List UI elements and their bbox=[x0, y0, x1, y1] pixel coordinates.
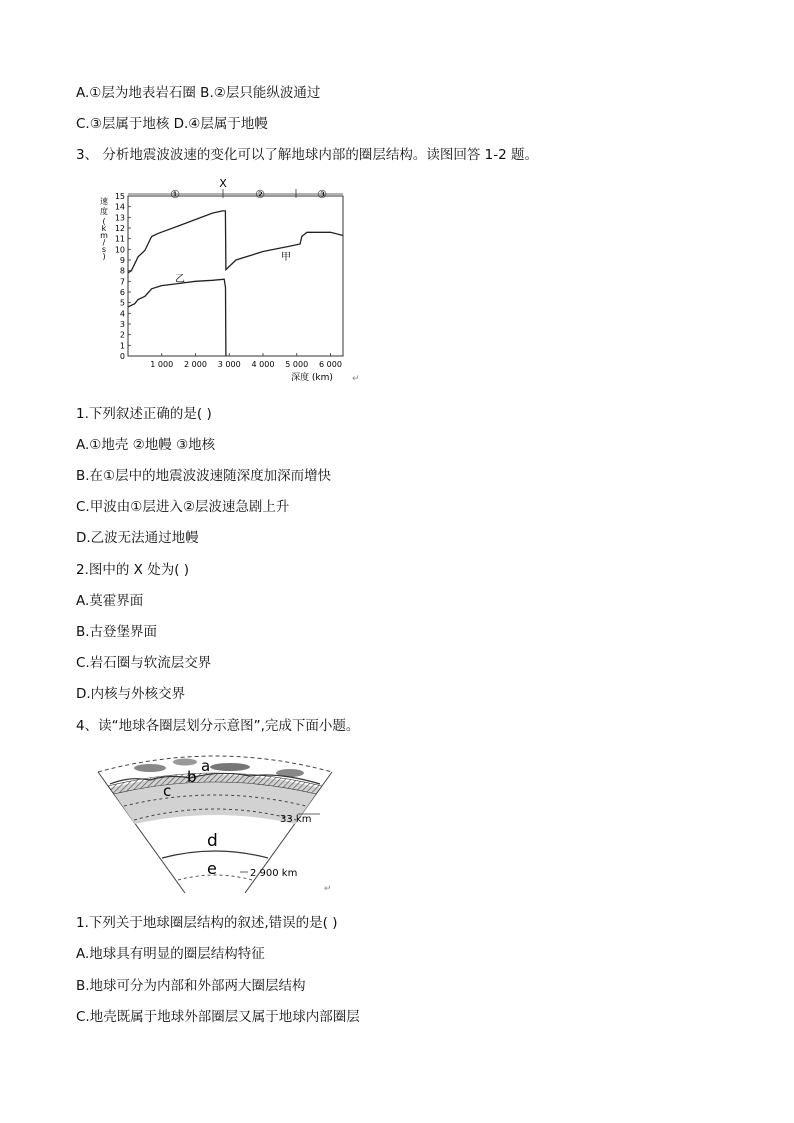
earth-layers-diagram bbox=[90, 748, 340, 900]
label-c: c bbox=[163, 782, 172, 800]
question-3-1-option-c: C.甲波由①层进入②层波速急剧上升 bbox=[76, 499, 290, 515]
question-3-1-option-a: A.①地壳 ②地幔 ③地核 bbox=[76, 437, 216, 453]
cloud-shape-2 bbox=[173, 759, 197, 766]
label-b: b bbox=[187, 768, 197, 786]
y-tick-label: 7 bbox=[119, 277, 125, 287]
seismic-wave-chart bbox=[90, 176, 370, 392]
y-tick-label: 13 bbox=[114, 213, 125, 223]
y-tick-label: 5 bbox=[119, 298, 125, 308]
question-3-2-option-d: D.内核与外核交界 bbox=[76, 686, 186, 702]
question-3-2-option-b: B.古登堡界面 bbox=[76, 624, 158, 640]
y-axis-label-char: k bbox=[101, 224, 107, 233]
y-tick-label: 2 bbox=[119, 330, 125, 340]
question-3-stem: 3、 分析地震波波速的变化可以了解地球内部的圈层结构。读图回答 1-2 题。 bbox=[76, 147, 539, 163]
question-4-stem: 4、读“地球各圈层划分示意图”,完成下面小题。 bbox=[76, 718, 360, 734]
series-yi-label: 乙 bbox=[175, 274, 185, 285]
x-tick-label: 1 000 bbox=[150, 360, 174, 369]
question-4-1: 1.下列关于地球圈层结构的叙述,错误的是( ) bbox=[76, 915, 338, 931]
layer-label-1: ① bbox=[170, 188, 180, 201]
depth-label-33km: 33 km bbox=[280, 814, 312, 825]
question-3-1-option-b: B.在①层中的地震波波速随深度加深而增快 bbox=[76, 468, 332, 484]
y-tick-label: 8 bbox=[119, 266, 125, 276]
x-tick-label: 4 000 bbox=[251, 360, 275, 369]
x-boundary-label: X bbox=[219, 177, 227, 190]
question-4-1-option-a: A.地球具有明显的圈层结构特征 bbox=[76, 946, 265, 962]
y-tick-label: 12 bbox=[114, 224, 125, 233]
depth-label-2900km: 2 900 km bbox=[250, 868, 298, 879]
y-tick-label: 9 bbox=[119, 256, 125, 265]
series-jia-label: 甲 bbox=[281, 252, 291, 263]
y-tick-label: 15 bbox=[114, 192, 125, 201]
y-axis-label-char: 速 bbox=[100, 197, 108, 206]
y-tick-label: 4 bbox=[119, 309, 125, 319]
series-yi-line bbox=[128, 279, 226, 356]
y-axis-label-char: ( bbox=[102, 217, 106, 226]
question-4-1-option-c: C.地壳既属于地球外部圈层又属于地球内部圈层 bbox=[76, 1009, 360, 1025]
cloud-shape-1 bbox=[134, 764, 166, 772]
seismic-wave-svg bbox=[90, 176, 370, 388]
y-tick-label: 14 bbox=[114, 202, 125, 212]
series-jia-line bbox=[128, 211, 343, 273]
y-axis-label-char: s bbox=[101, 245, 107, 254]
question-3-1: 1.下列叙述正确的是( ) bbox=[76, 406, 212, 422]
return-mark: ↵ bbox=[352, 374, 360, 384]
y-tick-label: 0 bbox=[119, 352, 125, 361]
layer-label-3: ③ bbox=[317, 188, 327, 201]
option-line-1: A.①层为地表岩石圈 B.②层只能纵波通过 bbox=[76, 85, 321, 101]
x-tick-label: 3 000 bbox=[217, 360, 241, 369]
x-tick-label: 2 000 bbox=[184, 360, 207, 369]
label-a: a bbox=[201, 757, 211, 775]
question-3-2: 2.图中的 X 处为( ) bbox=[76, 562, 190, 578]
question-3-1-option-d: D.乙波无法通过地幔 bbox=[76, 530, 199, 546]
earth-layers-svg bbox=[90, 748, 340, 896]
y-tick-label: 11 bbox=[114, 234, 125, 244]
x-tick-label: 6 000 bbox=[319, 360, 342, 369]
gutenberg-boundary bbox=[162, 851, 268, 858]
layer-label-2: ② bbox=[255, 188, 265, 201]
label-d: d bbox=[207, 831, 218, 851]
y-axis-label-char: ) bbox=[102, 252, 106, 261]
y-axis-label-char: / bbox=[102, 238, 106, 247]
y-tick-label: 1 bbox=[119, 341, 125, 351]
cloud-shape-3 bbox=[210, 763, 250, 771]
x-tick-label: 5 000 bbox=[285, 360, 309, 369]
y-tick-label: 6 bbox=[119, 288, 125, 297]
x-axis-label: 深度 (km) bbox=[291, 373, 333, 383]
y-axis-label-char: m bbox=[100, 231, 108, 240]
y-tick-label: 3 bbox=[119, 320, 125, 329]
option-line-2: C.③层属于地核 D.④层属于地幔 bbox=[76, 116, 268, 132]
plot-frame bbox=[128, 196, 343, 356]
y-axis-label bbox=[100, 196, 108, 261]
question-3-2-option-a: A.莫霍界面 bbox=[76, 593, 144, 609]
question-4-1-option-b: B.地球可分为内部和外部两大圈层结构 bbox=[76, 978, 306, 994]
y-axis-label-char: 度 bbox=[100, 207, 108, 216]
y-tick-label: 10 bbox=[114, 245, 125, 255]
return-mark-2: ↵ bbox=[324, 884, 332, 894]
label-e: e bbox=[207, 859, 217, 878]
question-3-2-option-c: C.岩石圈与软流层交界 bbox=[76, 655, 212, 671]
